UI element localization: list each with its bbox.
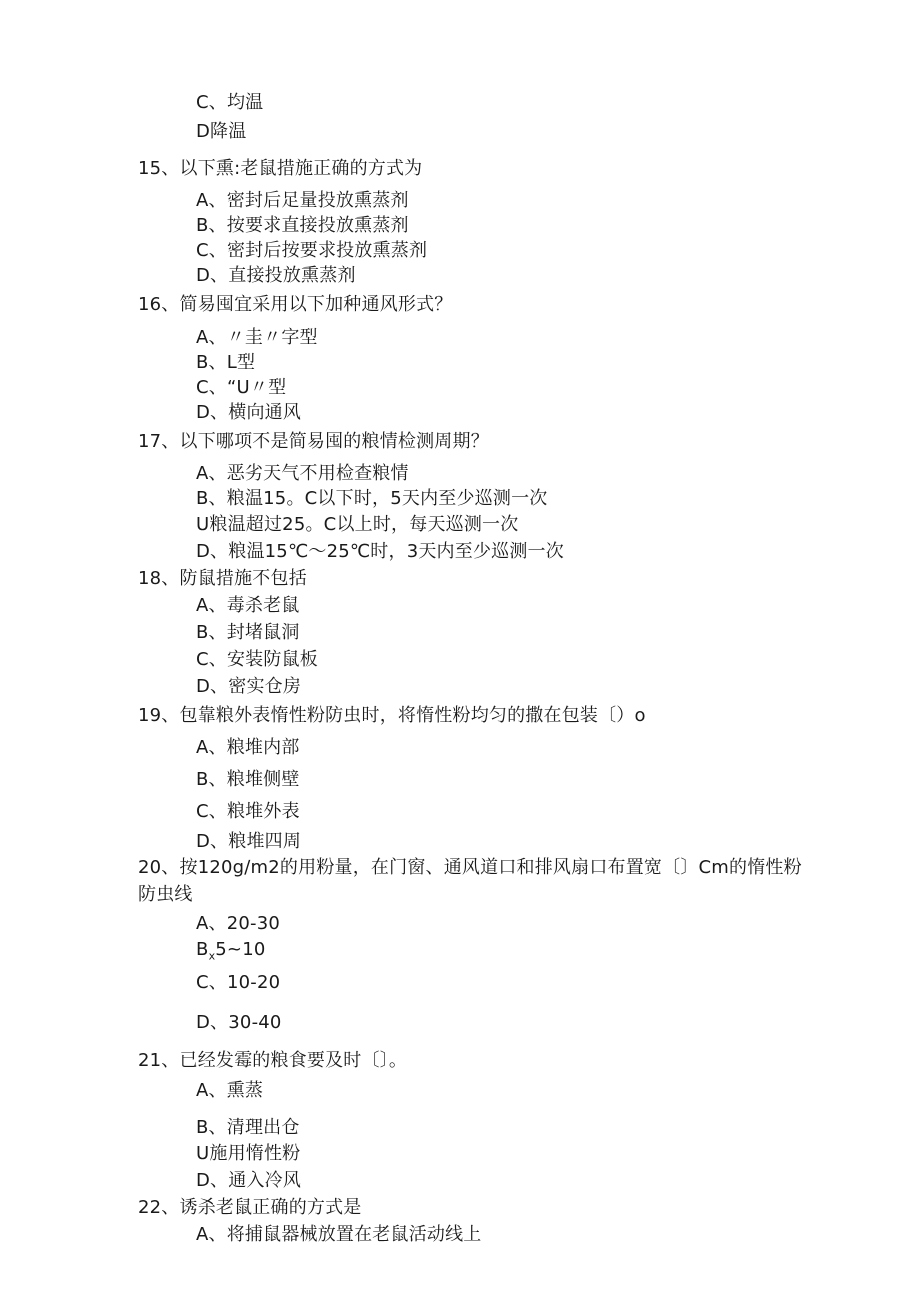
question-line: 16、简易囤宜采用以下加种通风形式？ (138, 294, 453, 315)
option-line: C、均温 (196, 92, 264, 113)
question-line: 15、以下熏:老鼠措施正确的方式为 (138, 158, 423, 179)
option-line: A、熏蒸 (196, 1080, 264, 1101)
option-line: C、粮堆外表 (196, 801, 300, 822)
option-line: A、毒杀老鼠 (196, 595, 300, 616)
question-line: 22、诱杀老鼠正确的方式是 (138, 1197, 362, 1218)
question-line: 19、包靠粮外表惰性粉防虫时，将惰性粉均匀的撒在包装〔）o (138, 705, 646, 726)
option-text: 5~10 (215, 939, 266, 960)
option-line: B、粮堆侧壁 (196, 769, 300, 790)
question-line: 20、按120g∕m2的用粉量，在门窗、通风道口和排风扇口布置宽〔〕Cm的惰性粉 (138, 857, 802, 878)
option-line: A、恶劣天气不用检查粮情 (196, 463, 409, 484)
option-line: B、按要求直接投放熏蒸剂 (196, 215, 409, 236)
option-line: D、直接投放熏蒸剂 (196, 265, 356, 286)
option-line: B、粮温15。C以下时，5天内至少巡测一次 (196, 488, 548, 509)
option-line: A、粮堆内部 (196, 737, 300, 758)
option-line: D、通入冷风 (196, 1170, 302, 1191)
option-subscript: x (208, 949, 216, 963)
question-line-continued: 防虫线 (138, 884, 193, 905)
option-line: C、密封后按要求投放熏蒸剂 (196, 240, 428, 261)
option-line: B、清理出仓 (196, 1117, 300, 1138)
option-line: U施用惰性粉 (196, 1143, 301, 1164)
option-line: A、〃圭〃字型 (196, 327, 318, 348)
question-line: 18、防鼠措施不包括 (138, 568, 307, 589)
option-line: D、横向通风 (196, 402, 302, 423)
option-line: D、粮温15℃～25℃时，3天内至少巡测一次 (196, 541, 564, 562)
option-line: B、封堵鼠洞 (196, 622, 300, 643)
option-line (196, 939, 266, 968)
option-line: D、密实仓房 (196, 676, 302, 697)
option-line: D降温 (196, 121, 247, 142)
option-letter: B (196, 939, 209, 960)
option-line: U粮温超过25。C以上时，每天巡测一次 (196, 514, 519, 535)
option-line: C、“U〃型 (196, 377, 287, 398)
option-line: A、20-30 (196, 913, 281, 934)
option-line: D、30-40 (196, 1012, 282, 1033)
option-line: A、密封后足量投放熏蒸剂 (196, 190, 409, 211)
option-line: D、粮堆四周 (196, 831, 302, 852)
question-line: 17、以下哪项不是简易囤的粮情检测周期？ (138, 431, 489, 452)
option-line: C、安装防鼠板 (196, 649, 318, 670)
option-line: B、L型 (196, 352, 256, 373)
question-line: 21、已经发霉的粮食要及时〔〕。 (138, 1050, 408, 1071)
option-line: C、10-20 (196, 972, 281, 993)
option-line: A、将捕鼠器械放置在老鼠活动线上 (196, 1224, 482, 1245)
